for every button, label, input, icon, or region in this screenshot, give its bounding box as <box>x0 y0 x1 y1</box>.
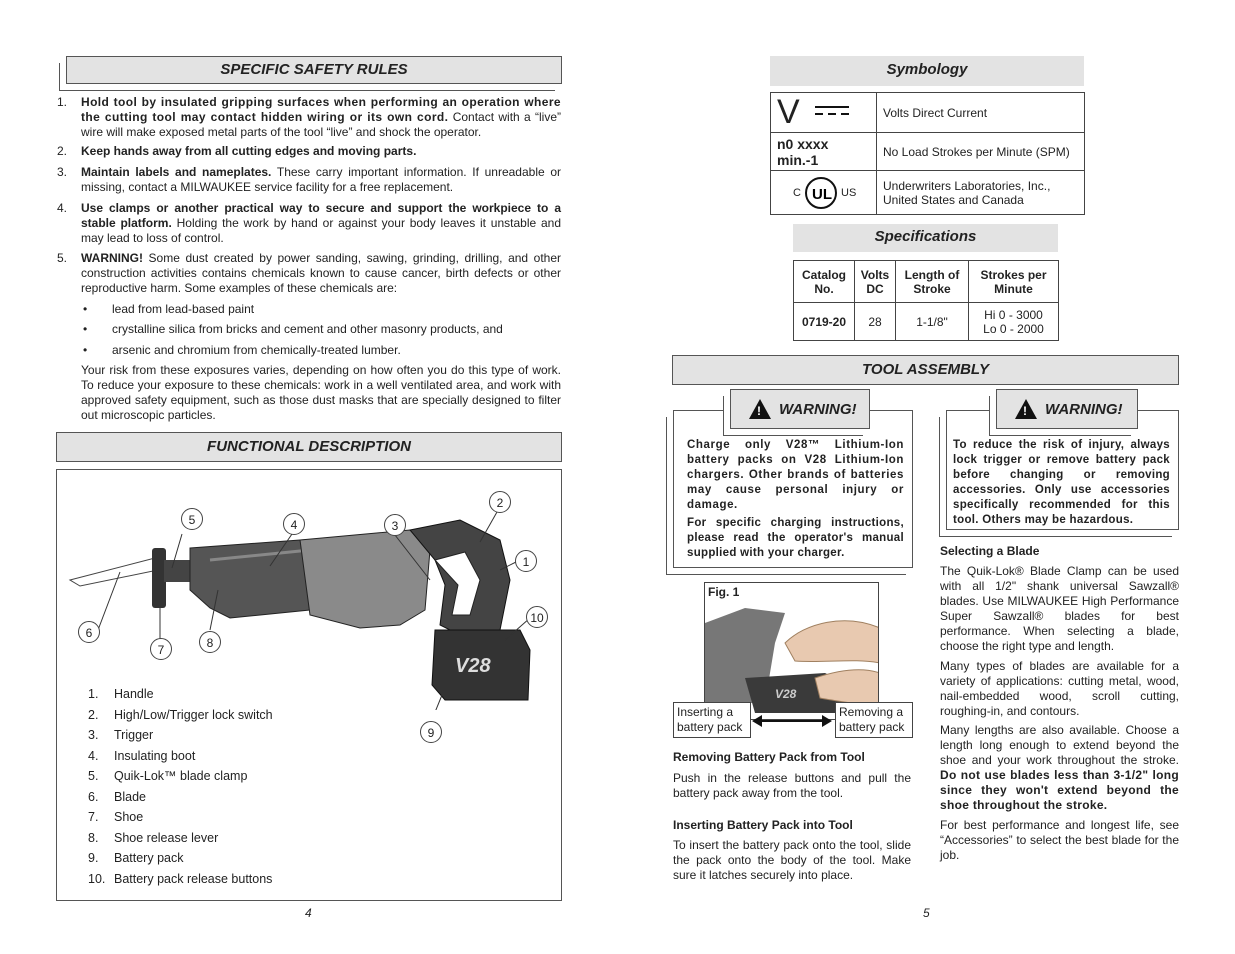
bullet-icon: • <box>83 302 88 316</box>
tool-assembly-header: TOOL ASSEMBLY <box>672 355 1179 385</box>
removing-title: Removing Battery Pack from Tool <box>673 750 865 764</box>
list-item: 1. Handle <box>88 687 154 701</box>
item-number: 5. <box>57 251 68 265</box>
figure-1 <box>704 582 879 720</box>
specifications-header: Specifications <box>793 224 1058 252</box>
spec-header: Volts DC <box>855 261 896 303</box>
inserting-text: To insert the battery pack onto the tool, slide the pack onto the body of the tool. Make sure it latches securely into place. <box>673 838 911 882</box>
removing-label-box: Removing a battery pack <box>835 702 913 738</box>
callout-10: 10 <box>526 606 548 628</box>
ul-symbol-cell: C UL US <box>771 171 877 215</box>
list-item: 8. Shoe release lever <box>88 830 219 845</box>
spec-cell: 28 <box>855 303 896 341</box>
list-item: 4. Insulating boot <box>88 748 196 763</box>
symbology-header: Symbology <box>770 56 1084 86</box>
safety-rule-3: Maintain labels and nameplates. These carry important information. If unreadable or missing, contact a MILWAUKEE service facility for a free replacement. <box>81 165 562 194</box>
selecting-paragraph-4: For best performance and longest life, see “Accessories” to select the best blade for the job. <box>940 818 1179 862</box>
bullet-icon: • <box>83 343 88 357</box>
item-number: 2. <box>57 144 68 158</box>
warning-triangle-icon: ! <box>749 399 771 419</box>
callout-4: 4 <box>283 513 305 535</box>
page-number-left: 4 <box>305 906 312 920</box>
callout-1: 1 <box>515 550 537 572</box>
list-item: 10. Battery pack release buttons <box>88 871 273 886</box>
item-number: 1. <box>57 95 68 109</box>
safety-rules-header: SPECIFIC SAFETY RULES <box>66 56 562 84</box>
symbology-table <box>770 92 1085 215</box>
inserting-title: Inserting Battery Pack into Tool <box>673 818 853 832</box>
warning-text-accessories: To reduce the risk of injury, always lock trigger or remove battery pack before changing or removing accessories. Only use accessories specifically recommended for this tool. Others may be hazardous. <box>953 439 1170 526</box>
callout-2: 2 <box>489 491 511 513</box>
warning-label: ! WARNING! <box>996 389 1138 429</box>
safety-closing-paragraph: Your risk from these exposures varies, depending on how often you do this type of work. To reduce your exposure to these chemicals: work in a well ventilated area, and work with approved safety equipment, such as those dust masks that are specially designed to filter out microscopic particles. <box>81 363 561 422</box>
battery-logo: V28 <box>455 655 491 677</box>
strokes-symbol: n0 xxxx min.-1 <box>771 133 877 171</box>
safety-rule-5: WARNING! Some dust created by power sanding, sawing, grinding, drilling, and other construction activities contains chemicals known to cause cancer, birth defects or other reproductive harm. Some examples of these chemicals are: <box>81 251 561 295</box>
spec-cell: Hi 0 - 3000 Lo 0 - 2000 <box>969 303 1059 341</box>
svg-text:V28: V28 <box>775 687 797 701</box>
list-item: 9. Battery pack <box>88 851 184 865</box>
bullet-item: arsenic and chromium from chemically-treated lumber. <box>112 343 401 357</box>
callout-8: 8 <box>199 631 221 653</box>
item-number: 4. <box>57 201 68 215</box>
safety-rule-2: Keep hands away from all cutting edges and moving parts. <box>81 144 417 158</box>
bullet-item: lead from lead-based paint <box>112 302 255 316</box>
selecting-paragraph-2: Many types of blades are available for a variety of applications: cutting metal, wood, nail-embedded wood, scroll cutting, roughing-in, and contours. <box>940 659 1179 718</box>
symbology-desc: Volts Direct Current <box>877 93 1085 133</box>
item-number: 3. <box>57 165 68 179</box>
safety-rule-4: Use clamps or another practical way to secure and support the workpiece to a stable platform. Holding the work by hand or against your body leaves it unstable and may lead to loss of control. <box>81 201 561 245</box>
warning-triangle-icon: ! <box>1015 399 1037 419</box>
callout-9: 9 <box>420 721 442 743</box>
double-arrow-icon <box>752 714 832 728</box>
selecting-title: Selecting a Blade <box>940 544 1040 558</box>
removing-text: Push in the release buttons and pull the battery pack away from the tool. <box>673 771 911 800</box>
inserting-label-box: Inserting a battery pack <box>673 702 751 738</box>
list-item: 3. Trigger <box>88 728 154 742</box>
selecting-paragraph-3: Many lengths are also available. Choose a length long enough to extend beyond the shoe and your work throughout the stroke. Do not use blades less than 3-1/2" long since they won't extend beyond the shoe throughout the stroke. <box>940 723 1179 812</box>
page-number-right: 5 <box>923 906 930 920</box>
functional-description-header: FUNCTIONAL DESCRIPTION <box>56 432 562 462</box>
callout-7: 7 <box>150 638 172 660</box>
callout-6: 6 <box>78 621 100 643</box>
callout-3: 3 <box>384 514 406 536</box>
sawzall-illustration <box>60 490 560 710</box>
list-item: 5. Quik-Lok™ blade clamp <box>88 769 248 783</box>
spec-cell: 1-1/8" <box>896 303 969 341</box>
spec-header: Length of Stroke <box>896 261 969 303</box>
svg-text:UL: UL <box>812 186 832 203</box>
list-item: 7. Shoe <box>88 810 144 824</box>
figure-label: Fig. 1 <box>708 585 740 599</box>
list-item: 6. Blade <box>88 789 146 804</box>
spec-cell: 0719-20 <box>794 303 855 341</box>
list-item: 2. High/Low/Trigger lock switch <box>88 707 273 722</box>
volts-symbol-cell <box>771 93 877 133</box>
warning-label: ! WARNING! <box>730 389 870 429</box>
bullet-item: crystalline silica from bricks and cement and other masonry products, and <box>112 322 503 336</box>
parts-list <box>88 684 273 889</box>
callout-5: 5 <box>181 508 203 530</box>
specifications-table <box>793 260 1059 341</box>
ul-logo-icon <box>805 177 837 209</box>
safety-rule-1: Hold tool by insulated gripping surfaces when performing an operation where the cutting tool may contact hidden wiring or its own cord. Contact with a “live” wire will make exposed metal parts of the tool “live” and shock the operator. <box>81 95 562 139</box>
battery-insertion-photo <box>705 583 879 720</box>
bullet-icon: • <box>83 322 88 336</box>
spec-header: Strokes per Minute <box>969 261 1059 303</box>
selecting-paragraph-1: The Quik-Lok® Blade Clamp can be used with all 1/2" shank universal Sawzall® blades. Use MILWAUKEE High Performance Super Sawzall® blades for best performance. When selecting a blade, choose the right type and length. <box>940 564 1179 653</box>
symbology-desc: Underwriters Laboratories, Inc., United States and Canada <box>877 171 1085 215</box>
warning-text-charging: Charge only V28™ Lithium-Ion battery packs on V28 Lithium-Ion chargers. Other brands of batteries may cause personal injury or damage. For specific charging instructions, please read the operator's manual supplied with your charger. <box>687 439 904 559</box>
volts-symbol: V <box>777 93 800 131</box>
symbology-desc: No Load Strokes per Minute (SPM) <box>877 133 1085 171</box>
spec-header: Catalog No. <box>794 261 855 303</box>
dc-symbol-icon <box>815 105 851 117</box>
